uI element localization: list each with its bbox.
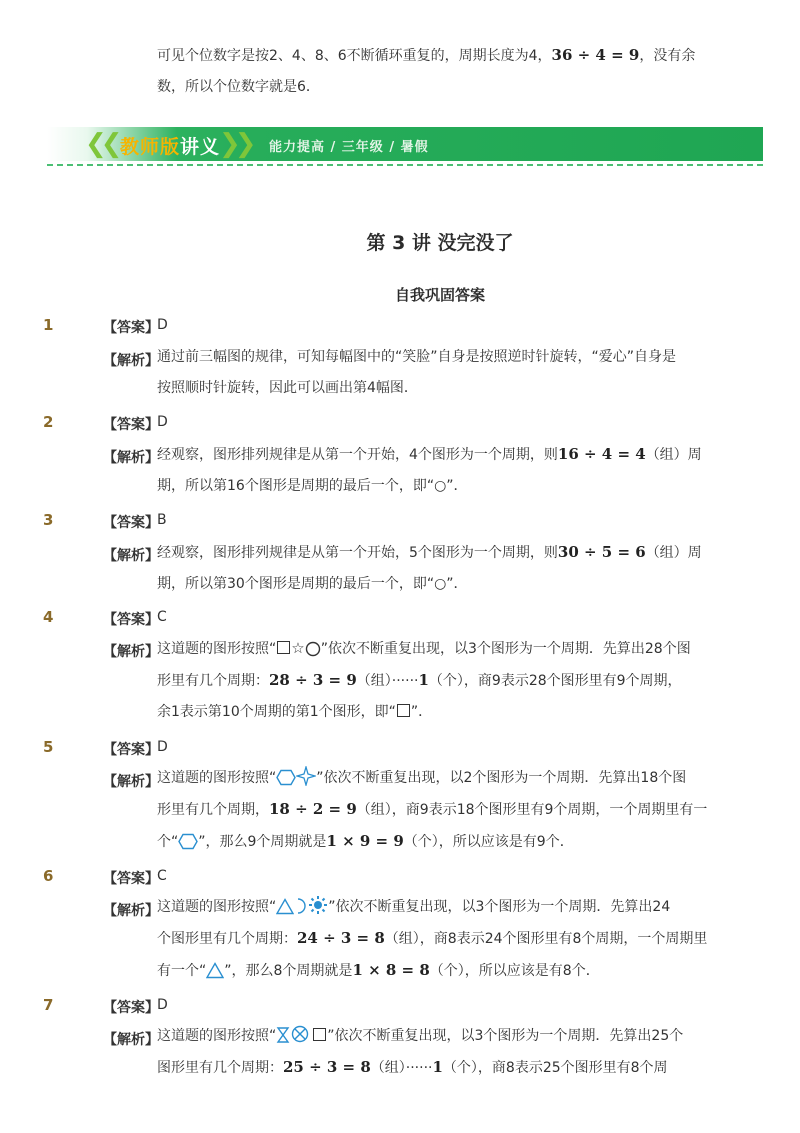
- square-icon: [277, 641, 290, 654]
- question-number: 5: [43, 738, 54, 756]
- text-run: 经观察，图形排列规律是从第一个开始，5个图形为一个周期，则: [157, 545, 558, 561]
- explanation-line: 期，所以第30个图形是周期的最后一个，即“○”．: [157, 576, 468, 592]
- text-run: 图形里有几个周期：: [157, 1060, 283, 1076]
- circle-icon: [305, 641, 321, 657]
- math-expression: 18 ÷ 2 = 9: [269, 800, 357, 818]
- question-number: 6: [43, 867, 54, 885]
- text-run: 个图形里有几个周期：: [157, 931, 297, 947]
- question-number: 4: [43, 608, 54, 626]
- explanation-text: [157, 537, 717, 600]
- text-run: ”，那么9个周期就是: [198, 834, 327, 850]
- banner-title-part2: 讲义: [180, 136, 221, 158]
- answer-label: 【答案】: [103, 320, 159, 336]
- text-run: ”依次不断重复出现，以3个图形为一个周期．先算出28个图: [320, 641, 691, 657]
- explanation-text: [157, 633, 717, 728]
- answer-label: 【答案】: [103, 417, 159, 433]
- text-run: ”，那么8个周期就是: [224, 963, 353, 979]
- explanation-label: 【解析】: [103, 1032, 159, 1048]
- explanation-text: [157, 439, 717, 502]
- explanation-label: 【解析】: [103, 548, 159, 564]
- explanation-text: [157, 1021, 717, 1084]
- text-run: 余1表示第10个周期的第1个图形，即“: [157, 704, 396, 720]
- banner-title-part1: 教师版: [120, 136, 181, 158]
- explanation-label: 【解析】: [103, 774, 159, 790]
- explanation-text: [157, 342, 717, 404]
- text-run: 这道题的图形按照“: [157, 899, 277, 915]
- explanation-label: 【解析】: [103, 353, 159, 369]
- text-run: （组）······: [370, 1060, 433, 1076]
- intro-math: 36 ÷ 4 = 9: [551, 46, 640, 64]
- explanation-line: 期，所以第16个图形是周期的最后一个，即“○”．: [157, 478, 468, 494]
- question-number: 3: [43, 511, 54, 529]
- square-icon: [397, 704, 410, 717]
- math-expression: 1: [432, 1058, 443, 1076]
- answer-value: C: [157, 609, 167, 625]
- explanation-label: 【解析】: [103, 450, 159, 466]
- math-expression: 1: [418, 671, 429, 689]
- answer-value: C: [157, 868, 167, 884]
- text-run: ”依次不断重复出现，以2个图形为一个周期．先算出18个图: [316, 770, 687, 786]
- text-run: （组）周: [645, 545, 702, 561]
- math-expression: 28 ÷ 3 = 9: [269, 671, 357, 689]
- chevron-left-icon: ❮❮: [85, 129, 117, 159]
- explanation-text: [157, 892, 717, 987]
- intro-line-2: [157, 72, 747, 102]
- text-run: 经观察，图形排列规律是从第一个开始，4个图形为一个周期，则: [157, 447, 558, 463]
- hexagon-icon: [276, 769, 296, 786]
- math-expression: 30 ÷ 5 = 6: [557, 543, 646, 561]
- hourglass-icon: [276, 1026, 290, 1044]
- math-expression: 1 × 8 = 8: [352, 961, 430, 979]
- answer-value: D: [157, 997, 168, 1013]
- dashed-divider: [47, 164, 763, 166]
- answer-value: D: [157, 739, 168, 755]
- math-expression: 16 ÷ 4 = 4: [557, 445, 646, 463]
- explanation-line: 按照顺时针旋转，因此可以画出第4幅图．: [157, 380, 418, 396]
- section-title: 自我巩固答案: [394, 286, 485, 304]
- question-number: 7: [43, 996, 54, 1014]
- answer-label: 【答案】: [103, 1000, 159, 1016]
- text-run: （组）周: [645, 447, 702, 463]
- sun-icon: [308, 895, 328, 915]
- math-expression: 25 ÷ 3 = 8: [283, 1058, 371, 1076]
- text-run: ”．: [410, 704, 433, 720]
- explanation-label: 【解析】: [103, 903, 159, 919]
- triangle-icon: [276, 898, 294, 915]
- answer-value: B: [157, 512, 167, 528]
- text-run: 有一个“: [157, 963, 207, 979]
- crescent-moon-icon: [294, 897, 308, 915]
- answer-label: 【答案】: [103, 515, 159, 531]
- math-expression: 24 ÷ 3 = 8: [297, 929, 385, 947]
- answer-label: 【答案】: [103, 612, 159, 628]
- text-run: 这道题的图形按照“: [157, 641, 277, 657]
- explanation-line: 通过前三幅图的规律，可知每幅图中的“笑脸”自身是按照逆时针旋转，“爱心”自身是: [157, 349, 677, 365]
- intro-text-2: 数，所以个位数字就是6．: [157, 79, 320, 95]
- explanation-text: [157, 763, 717, 858]
- answer-label: 【答案】: [103, 742, 159, 758]
- text-run: 这道题的图形按照“: [157, 1028, 277, 1044]
- text-run: （组）······: [356, 673, 419, 689]
- text-run: 形里有几个周期：: [157, 673, 269, 689]
- square-icon: [313, 1028, 326, 1041]
- banner-title: [120, 132, 220, 159]
- text-run: 个“: [157, 834, 179, 850]
- circled-x-icon: [290, 1024, 310, 1044]
- text-run: ”依次不断重复出现，以3个图形为一个周期．先算出25个: [327, 1028, 684, 1044]
- breadcrumb: 能力提高 / 三年级 / 暑假: [269, 140, 429, 155]
- text-run: ”依次不断重复出现，以3个图形为一个周期．先算出24: [328, 899, 671, 915]
- four-point-star-icon: [296, 766, 316, 786]
- explanation-label: 【解析】: [103, 644, 159, 660]
- text-run: （个），商8表示25个图形里有8个周: [442, 1060, 668, 1076]
- header-banner: [47, 127, 763, 161]
- text-run: （组），商8表示24个图形里有8个周期，一个周期里: [384, 931, 708, 947]
- text-run: 形里有几个周期，: [157, 802, 269, 818]
- text-run: 这道题的图形按照“: [157, 770, 277, 786]
- question-number: 2: [43, 413, 54, 431]
- intro-text: 可见个位数字是按2、4、8、6不断循环重复的，周期长度为4，: [157, 48, 552, 64]
- answer-value: D: [157, 317, 168, 333]
- question-number: 1: [43, 316, 54, 334]
- hexagon-icon: [178, 833, 198, 850]
- triangle-icon: [206, 962, 224, 979]
- intro-line-1: [157, 40, 747, 71]
- star-icon: ☆: [291, 639, 305, 657]
- lecture-title: 第 3 讲 没完没了: [366, 232, 514, 254]
- answer-label: 【答案】: [103, 871, 159, 887]
- text-run: （个），所以应该是有8个．: [429, 963, 600, 979]
- intro-text-tail: ，没有余: [639, 48, 696, 64]
- chevron-right-icon: ❯❯: [219, 129, 251, 159]
- text-run: （组），商9表示18个图形里有9个周期，一个周期里有一: [356, 802, 708, 818]
- answer-value: D: [157, 414, 168, 430]
- text-run: （个），所以应该是有9个．: [403, 834, 574, 850]
- math-expression: 1 × 9 = 9: [326, 832, 404, 850]
- text-run: （个），商9表示28个图形里有9个周期，: [428, 673, 682, 689]
